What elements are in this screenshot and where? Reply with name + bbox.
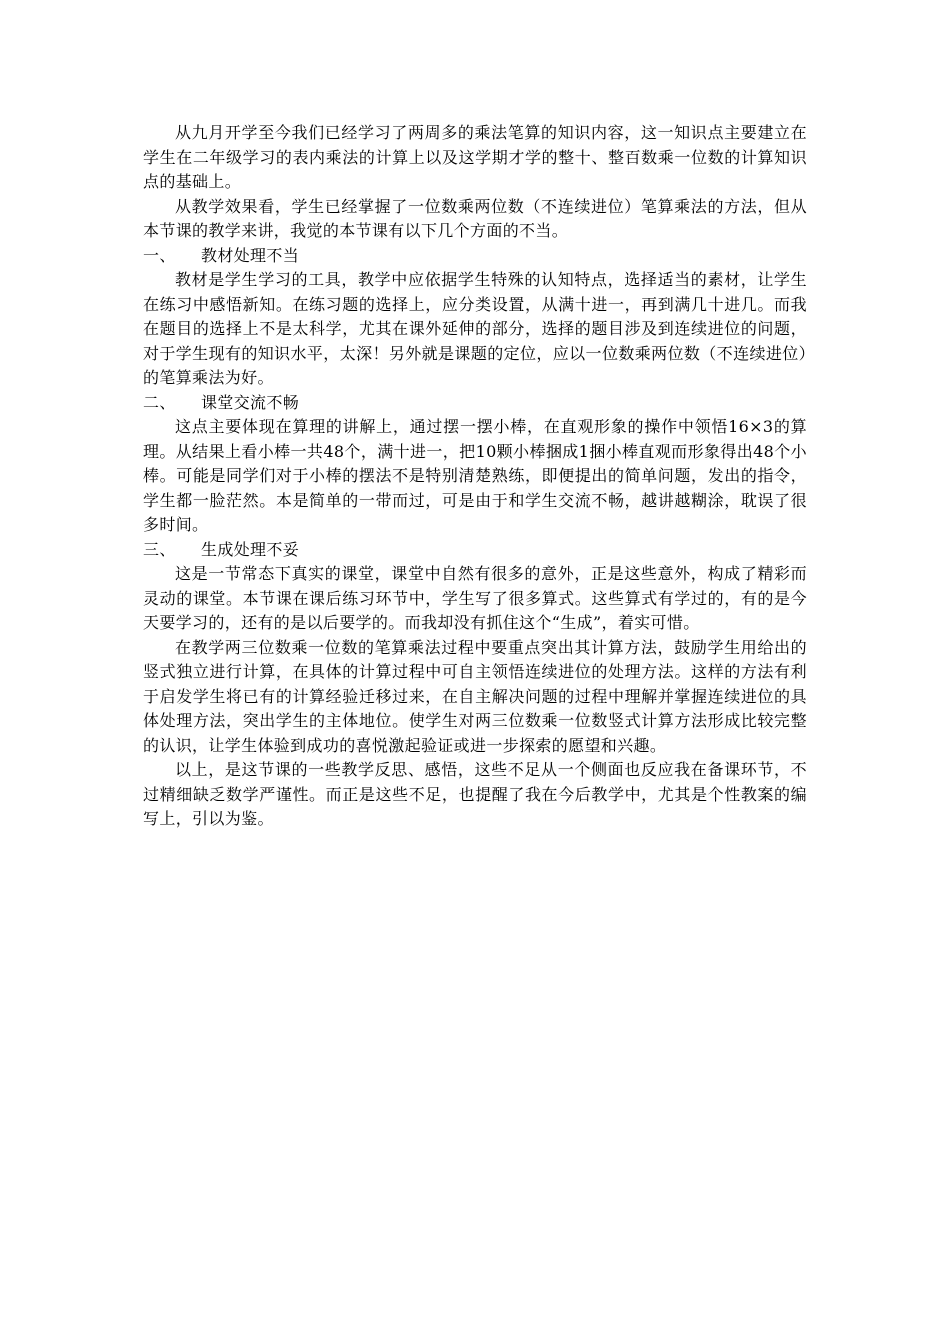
section-number-2: 二、 xyxy=(143,392,176,412)
section-title-3: 生成处理不妥 xyxy=(201,539,300,559)
section-title-1: 教材处理不当 xyxy=(201,245,300,265)
section-heading-3 xyxy=(143,538,807,563)
section-number-1: 一、 xyxy=(143,245,176,265)
section-heading-2 xyxy=(143,391,807,416)
paragraph-textbook: 教材是学生学习的工具，教学中应依据学生特殊的认知特点，选择适当的素材，让学生在练习中感悟新知。在练习题的选择上，应分类设置，从满十进一，再到满几十进几。而我在题目的选择上不是太科学，尤其在课外延伸的部分，选择的题目涉及到连续进位的问题，对于学生现有的知识水平，太深！另外就是课题的定位，应以一位数乘两位数（不连续进位）的笔算乘法为好。 xyxy=(143,270,807,387)
paragraph-method: 在教学两三位数乘一位数的笔算乘法过程中要重点突出其计算方法，鼓励学生用给出的竖式独立进行计算，在具体的计算过程中可自主领悟连续进位的处理方法。这样的方法有利于启发学生将已有的计算经验迁移过来，在自主解决问题的过程中理解并掌握连续进位的具体处理方法，突出学生的主体地位。使学生对两三位数乘一位数竖式计算方法形成比较完整的认识，让学生体验到成功的喜悦激起验证或进一步探索的愿望和兴趣。 xyxy=(143,637,807,755)
paragraph-intro: 从九月开学至今我们已经学习了两周多的乘法笔算的知识内容，这一知识点主要建立在学生在二年级学习的表内乘法的计算上以及这学期才学的整十、整百数乘一位数的计算知识点的基础上。 xyxy=(143,123,807,191)
section-number-3: 三、 xyxy=(143,539,176,559)
paragraph-generation: 这是一节常态下真实的课堂，课堂中自然有很多的意外，正是这些意外，构成了精彩而灵动的课堂。本节课在课后练习环节中，学生写了很多算式。这些算式有学过的，有的是今天要学习的，还有的是以后要学的。而我却没有抓住这个“生成”，着实可惜。 xyxy=(143,564,807,632)
paragraph-communication: 这点主要体现在算理的讲解上，通过摆一摆小棒，在直观形象的操作中领悟16×3的算理。从结果上看小棒一共48个，满十进一，把10颗小棒捆成1捆小棒直观而形象得出48个小棒。可能是同学们对于小棒的摆法不是特别清楚熟练，即便提出的简单问题，发出的指令，学生都一脸茫然。本是简单的一带而过，可是由于和学生交流不畅，越讲越糊涂，耽误了很多时间。 xyxy=(143,417,807,534)
document-body xyxy=(143,121,807,832)
section-title-2: 课堂交流不畅 xyxy=(201,392,300,412)
paragraph-conclusion: 以上，是这节课的一些教学反思、感悟，这些不足从一个侧面也反应我在备课环节，不过精细缺乏数学严谨性。而正是这些不足，也提醒了我在今后教学中，尤其是个性教案的编写上，引以为鉴。 xyxy=(143,760,807,828)
paragraph-effect: 从教学效果看，学生已经掌握了一位数乘两位数（不连续进位）笔算乘法的方法，但从本节课的教学来讲，我觉的本节课有以下几个方面的不当。 xyxy=(143,196,807,240)
section-heading-1 xyxy=(143,244,807,269)
